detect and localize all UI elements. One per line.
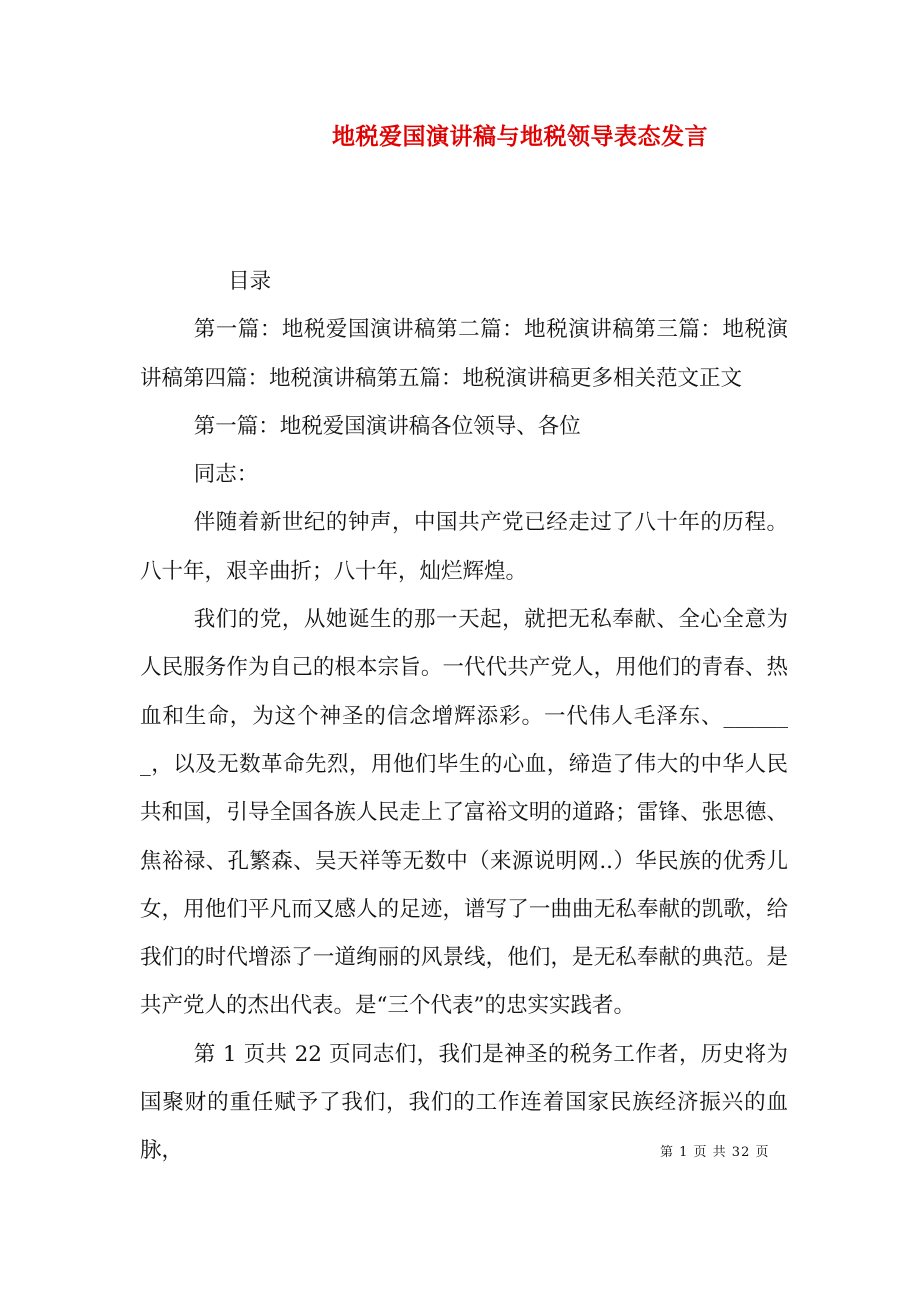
paragraph: 第一篇：地税爱国演讲稿各位领导、各位 <box>193 413 581 439</box>
document-body <box>140 258 788 1176</box>
page-number-footer: 第 1 页 共 32 页 <box>660 1145 770 1160</box>
toc-heading: 目录 <box>228 269 272 294</box>
paragraph: 第 1 页共 22 页同志们，我们是神圣的税务工作者，历史将为国聚财的重任赋予了我们，我们的工作连着国家民族经济振兴的血脉， <box>140 1041 788 1164</box>
paragraph: 同志： <box>193 462 259 488</box>
paragraph: 伴随着新世纪的钟声，中国共产党已经走过了八十年的历程。八十年，艰辛曲折；八十年，灿烂辉煌。 <box>140 510 788 584</box>
paragraph: 我们的党，从她诞生的那一天起，就把无私奉献、全心全意为人民服务作为自己的根本宗旨。一代代共产党人，用他们的青春、热血和生命，为这个神圣的信念增辉添彩。一代伟人毛泽东、_______，以及无数革命先烈，用他们毕生的心血，缔造了伟大的中华人民共和国，引导全国各族人民走上了富裕文明的道路；雷锋、张思德、焦裕禄、孔繁森、吴天祥等无数中（来源说明网..）华民族的优秀儿女，用他们平凡而又感人的足迹，谱写了一曲曲无私奉献的凯歌，给我们的时代增添了一道绚丽的风景线，他们，是无私奉献的典范。是共产党人的杰出代表。是“三个代表”的忠实实践者。 <box>140 607 788 1019</box>
toc-entries: 第一篇：地税爱国演讲稿第二篇：地税演讲稿第三篇：地税演讲稿第四篇：地税演讲稿第五篇：地税演讲稿更多相关范文正文 <box>140 317 788 391</box>
document-title: 地税爱国演讲稿与地税领导表态发言 <box>332 123 708 150</box>
